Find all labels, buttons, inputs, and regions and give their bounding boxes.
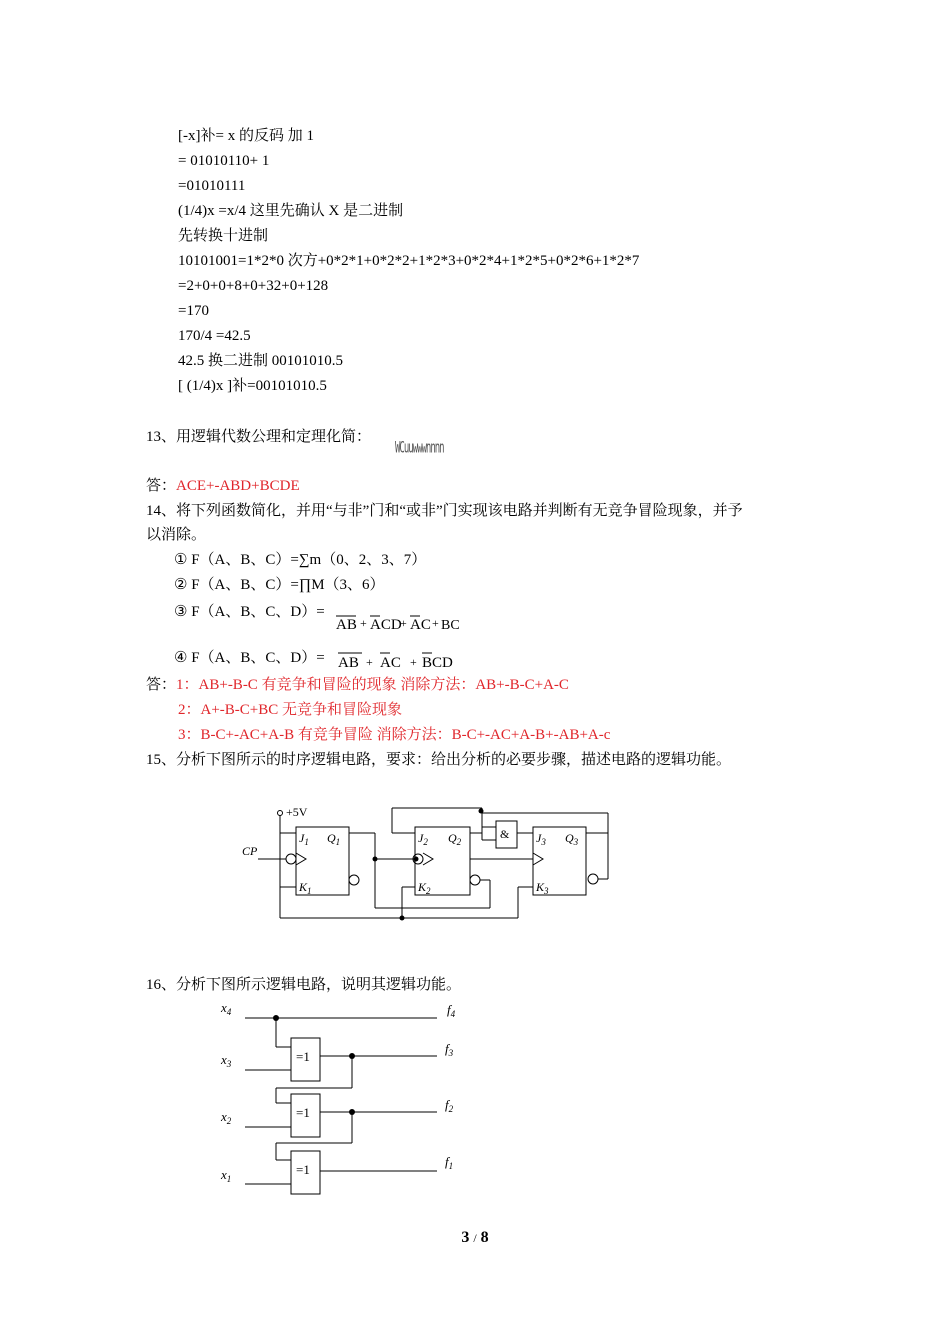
q14-formula-4 — [334, 647, 464, 671]
q14-item-4 — [174, 649, 325, 667]
xor-circuit-diagram — [215, 998, 475, 1198]
q14-item-2: ② F（A、B、C）=∏M（3、6） — [174, 577, 385, 593]
q14-formula-3 — [334, 606, 460, 634]
svg-text:Q1: $Q_1$ — [327, 831, 341, 847]
svg-text:+: + — [366, 655, 373, 669]
input-x1: $x_1$ — [221, 1167, 232, 1184]
xor-gate-label: =1 — [296, 1105, 310, 1120]
svg-text:Q3: $Q_3$ — [565, 831, 579, 847]
svg-text:+: + — [432, 616, 439, 630]
svg-text:AB: AB — [338, 655, 359, 671]
q12-line: 10101001=1*2*0 次方+0*2*1+0*2*2+1*2*3+0*2*4+1*2*5+0*2*6+1*2*7 — [178, 253, 640, 269]
svg-text:AC: AC — [410, 617, 431, 633]
svg-text:+: + — [400, 616, 407, 630]
input-x2: $x_2$ — [221, 1109, 232, 1126]
q13-answer-text: ACE+-ABD+BCDE — [176, 478, 300, 494]
svg-text:K2: $K_2$ — [418, 880, 431, 896]
q12-line: =2+0+0+8+0+32+0+128 — [178, 278, 329, 294]
xor-gate-label: =1 — [296, 1049, 310, 1064]
svg-text:J1: $J_1$ — [299, 831, 309, 847]
q14-answer-text: 1：AB+-B-C 有竞争和冒险的现象 消除方法：AB+-B-C+A-C — [176, 677, 569, 693]
q12-line: =170 — [178, 303, 209, 319]
svg-text:K3: $K_3$ — [536, 880, 549, 896]
q14-question: 14、将下列函数简化，并用“与非”门和“或非”门实现该电路并判断有无竞争冒险现象，并予 — [146, 503, 743, 519]
q14-item-4-label: ④ F（A、B、C、D）= — [174, 650, 325, 666]
output-f1: $f_1$ — [445, 1154, 454, 1171]
q14-question-cont: 以消除。 — [146, 527, 207, 543]
q14-item-1: ① F（A、B、C）=∑m（0、2、3、7） — [174, 552, 427, 568]
xor-gate-label: =1 — [296, 1162, 310, 1177]
answer-label: 答： — [146, 677, 177, 693]
output-f3: $f_3$ — [445, 1041, 454, 1058]
svg-text:AB: AB — [336, 617, 357, 633]
answer-label: 答： — [146, 478, 177, 494]
svg-text:ACD: ACD — [370, 617, 402, 633]
current-page: 3 — [461, 1229, 470, 1246]
vcc-label: +5V — [286, 805, 308, 819]
q12-line: = 01010110+ 1 — [178, 153, 270, 169]
q14-answer-1 — [146, 676, 569, 694]
svg-text:Q2: $Q_2$ — [448, 831, 462, 847]
cp-label: CP — [242, 844, 258, 858]
q12-line: [ (1/4)x ]补=00101010.5 — [178, 378, 327, 394]
svg-text:BCD: BCD — [422, 655, 453, 671]
q14-item-3-label: ③ F（A、B、C、D）= — [174, 604, 325, 620]
q12-line: [-x]补= x 的反码 加 1 — [178, 128, 314, 144]
total-pages: 8 — [480, 1229, 489, 1246]
q16-question: 16、分析下图所示逻辑电路，说明其逻辑功能。 — [146, 977, 462, 993]
q12-line: (1/4)x =x/4 这里先确认 X 是二进制 — [178, 203, 404, 219]
q14-answer-3: 3：B-C+-AC+A-B 有竞争冒险 消除方法：B-C+-AC+A-B+-AB+A-c — [178, 727, 611, 743]
q15-question: 15、分析下图所示的时序逻辑电路，要求：给出分析的必要步骤，描述电路的逻辑功能。 — [146, 752, 732, 768]
page-number — [0, 1229, 950, 1247]
q12-line: 42.5 换二进制 00101010.5 — [178, 353, 344, 369]
q12-line: =01010111 — [178, 178, 246, 194]
input-x4: $x_4$ — [221, 1000, 232, 1017]
sequential-circuit-diagram — [230, 800, 630, 925]
svg-text:BC: BC — [441, 618, 460, 633]
page-separator: / — [473, 1231, 477, 1245]
svg-text:AC: AC — [380, 655, 401, 671]
svg-text:J2: $J_2$ — [418, 831, 428, 847]
input-x3: $x_3$ — [221, 1052, 232, 1069]
svg-text:K1: $K_1$ — [299, 880, 312, 896]
and-gate-label: & — [500, 827, 510, 841]
q14-item-3 — [174, 603, 325, 621]
svg-text:J3: $J_3$ — [536, 831, 546, 847]
svg-text:+: + — [410, 655, 417, 669]
q13-answer — [146, 477, 300, 495]
output-f2: $f_2$ — [445, 1097, 454, 1114]
q12-line: 先转换十进制 — [178, 228, 269, 244]
q13-formula-image: WCuuwwwnnnn — [395, 440, 444, 458]
q12-line: 170/4 =42.5 — [178, 328, 251, 344]
svg-text:+: + — [360, 616, 367, 630]
q14-answer-2: 2：A+-B-C+BC 无竞争和冒险现象 — [178, 702, 403, 718]
output-f4: $f_4$ — [447, 1002, 456, 1019]
q13-question: 13、用逻辑代数公理和定理化简： — [146, 429, 372, 445]
